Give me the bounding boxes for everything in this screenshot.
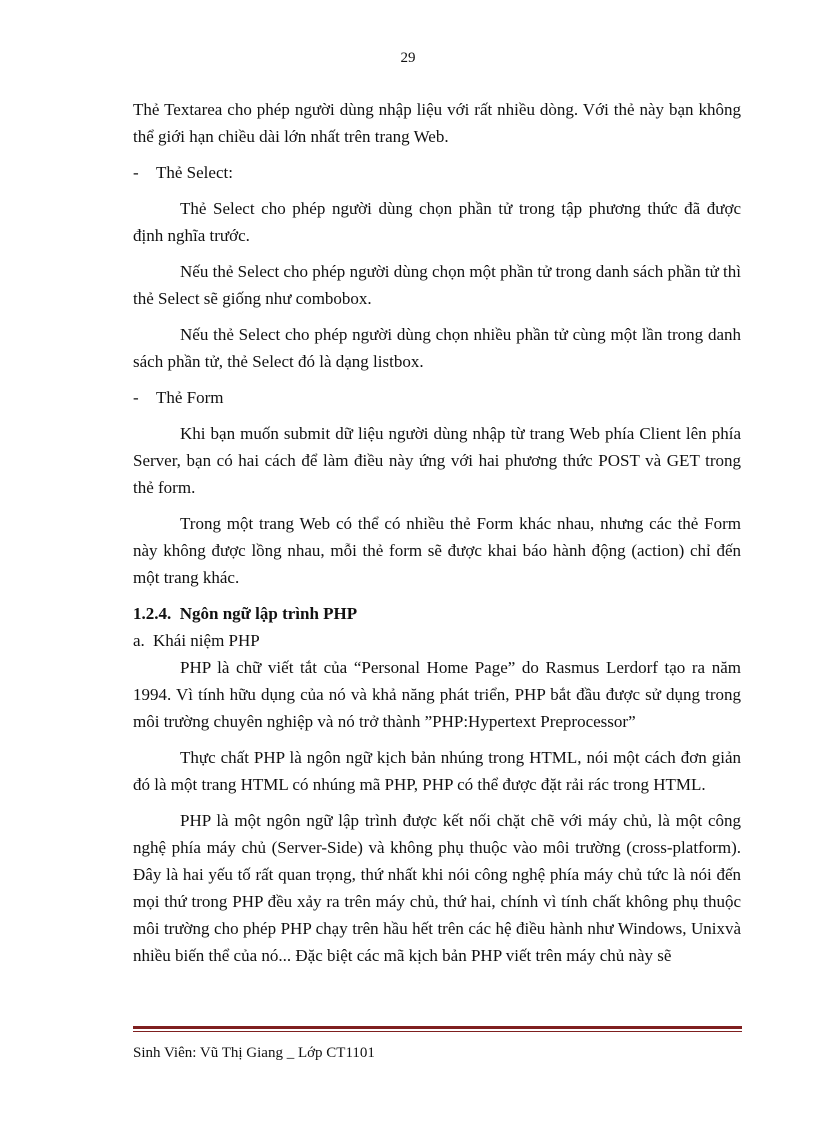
bullet-form-label: Thẻ Form [156, 388, 224, 407]
paragraph-form-nesting: Trong một trang Web có thể có nhiều thẻ Form khác nhau, nhưng các thẻ Form này không được lồng nhau, mỗi thẻ form sẽ được khai báo hành động (action) chỉ đến một trang khác. [133, 514, 741, 587]
paragraph-select-listbox: Nếu thẻ Select cho phép người dùng chọn nhiều phần tử cùng một lần trong danh sách phần tử, thẻ Select đó là dạng listbox. [133, 325, 741, 371]
bullet-dash: - [133, 163, 139, 182]
paragraph-textarea: Thẻ Textarea cho phép người dùng nhập liệu với rất nhiều dòng. Với thẻ này bạn không thể giới hạn chiều dài lớn nhất trên trang Web. [133, 100, 741, 146]
paragraph-select-combobox: Nếu thẻ Select cho phép người dùng chọn một phần tử trong danh sách phần tử thì thẻ Select sẽ giống như combobox. [133, 262, 741, 308]
footer-text: Sinh Viên: Vũ Thị Giang _ Lớp CT1101 [133, 1045, 375, 1061]
subheading-title: Khái niệm PHP [153, 631, 260, 650]
section-heading [133, 600, 741, 627]
page-number: 29 [400, 50, 416, 66]
paragraph-form-submit: Khi bạn muốn submit dữ liệu người dùng nhập từ trang Web phía Client lên phía Server, bạn có hai cách để làm điều này ứng với hai phương thức POST và GET trong thẻ form. [133, 424, 741, 497]
paragraph-php-origin: PHP là chữ viết tắt của “Personal Home Page” do Rasmus Lerdorf tạo ra năm 1994. Vì tính hữu dụng của nó và khả năng phát triển, PHP bắt đầu được sử dụng trong môi trường chuyên nghiệp và nó trở thành ”PHP:Hypertext Preprocessor” [133, 658, 741, 731]
paragraph-select-definition: Thẻ Select cho phép người dùng chọn phần tử trong tập phương thức đã được định nghĩa trước. [133, 199, 741, 245]
bullet-select [133, 159, 741, 186]
paragraph-php-server-side: PHP là một ngôn ngữ lập trình được kết nối chặt chẽ với máy chủ, là một công nghệ phía máy chủ (Server-Side) và không phụ thuộc vào môi trường (cross-platform). Đây là hai yếu tố rất quan trọng, thứ nhất khi nói công nghệ phía máy chủ tức là nói đến mọi thứ trong PHP đều xảy ra trên máy chủ, thứ hai, chính vì tính chất không phụ thuộc môi trường cho phép PHP chạy trên hầu hết trên các hệ điều hành như Windows, Unixvà nhiều biến thể của nó... Đặc biệt các mã kịch bản PHP viết trên máy chủ này sẽ [133, 811, 741, 965]
bullet-select-label: Thẻ Select: [156, 163, 233, 182]
paragraph-php-embedded: Thực chất PHP là ngôn ngữ kịch bản nhúng trong HTML, nói một cách đơn giản đó là một trang HTML có nhúng mã PHP, PHP có thể được đặt rải rác trong HTML. [133, 748, 741, 794]
subheading-letter: a. [133, 631, 145, 650]
footer-rule [133, 1026, 742, 1032]
document-body [133, 96, 741, 978]
bullet-dash: - [133, 388, 139, 407]
section-title: Ngôn ngữ lập trình PHP [179, 604, 358, 623]
section-number: 1.2.4. [133, 604, 172, 623]
bullet-form [133, 384, 741, 411]
subheading [133, 627, 741, 654]
